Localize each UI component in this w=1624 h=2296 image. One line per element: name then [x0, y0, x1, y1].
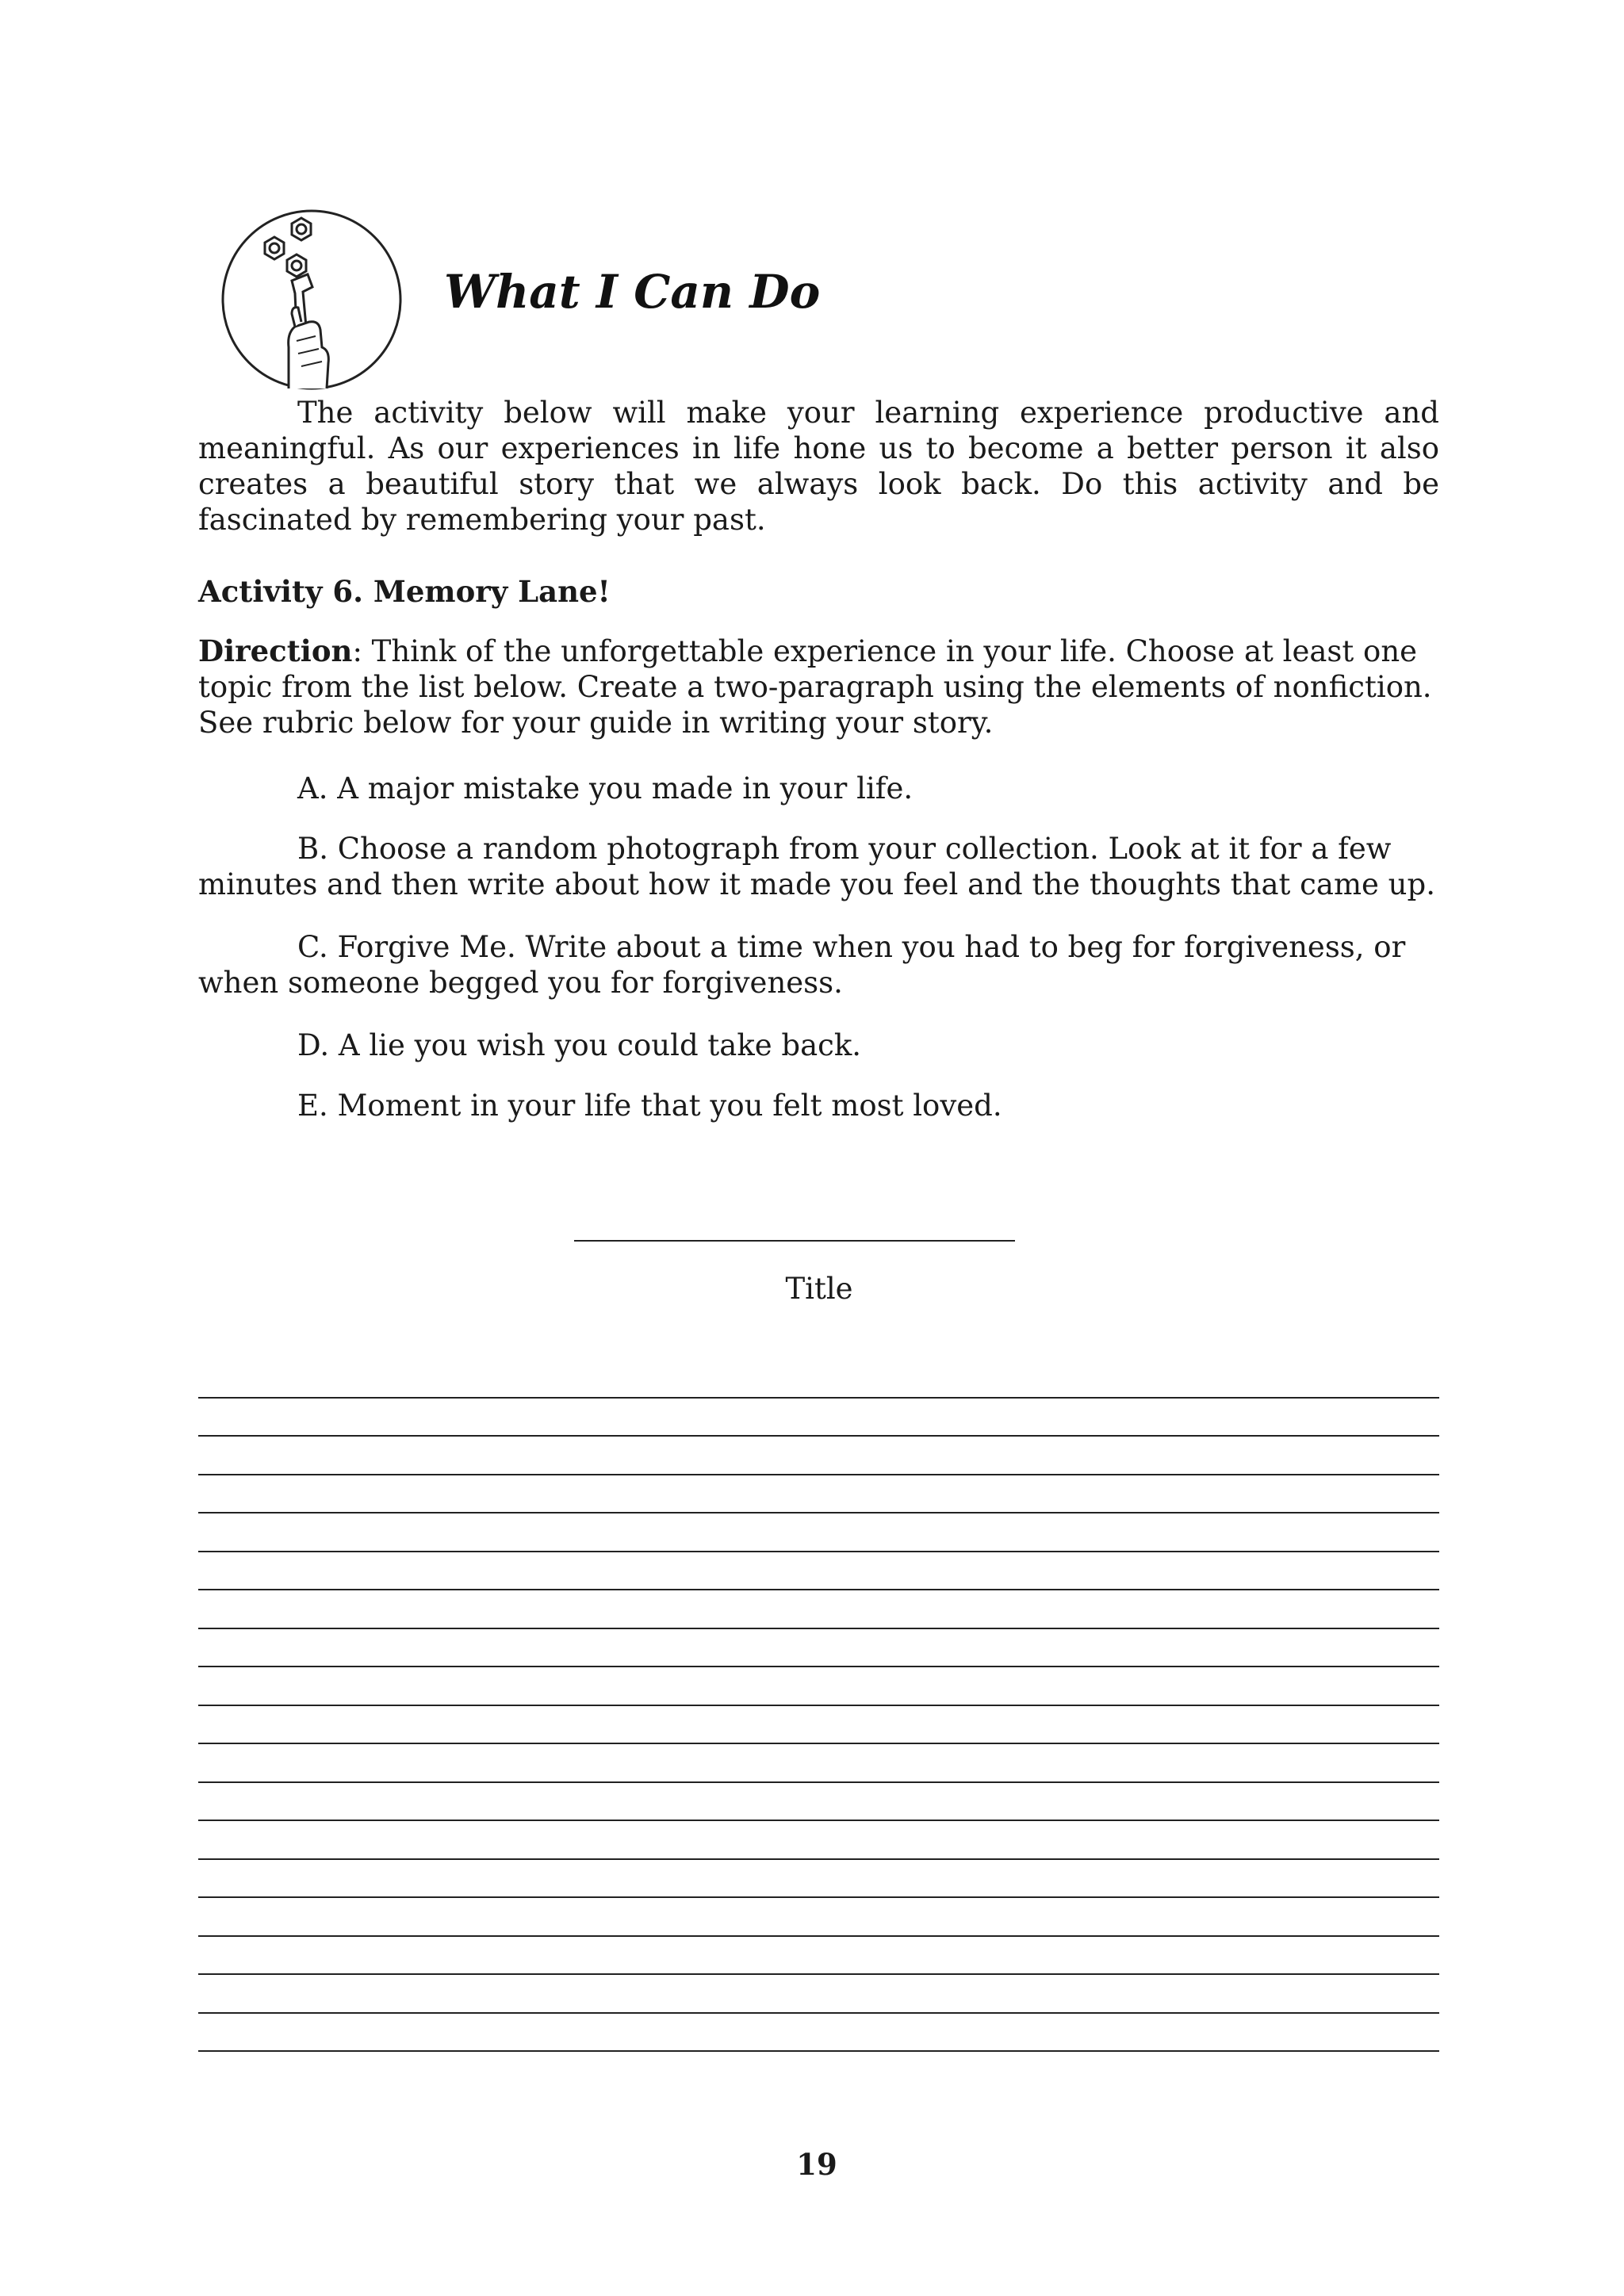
writing-line[interactable]	[198, 1399, 1439, 1437]
topic-c: C. Forgive Me. Write about a time when you had to beg for forgiveness, or when someone begged you for forgiveness.	[198, 930, 1406, 1000]
writing-line[interactable]	[198, 1513, 1439, 1552]
page-number: 19	[796, 2147, 837, 2182]
writing-line[interactable]	[198, 1629, 1439, 1668]
direction-label: Direction	[198, 633, 353, 668]
writing-line[interactable]	[198, 1937, 1439, 1976]
intro-paragraph: The activity below will make your learning experience productive and meaningful. As our experiences in life hone us to become a better person it also creates a beautiful story that we always look back. Do this activity and be fascinated by remembering your past.	[198, 396, 1439, 537]
direction-paragraph	[198, 633, 1439, 740]
direction-text: : Think of the unforgettable experience in your life. Choose at least one topic from the list below. Create a two-paragraph using the elements of nonfiction. See rubric below for your guide in writing your story.	[198, 634, 1432, 740]
topic-b: B. Choose a random photograph from your collection. Look at it for a few minutes and then write about how it made you feel and the thoughts that came up.	[198, 832, 1435, 901]
writing-line[interactable]	[198, 1360, 1439, 1399]
writing-line[interactable]	[198, 1975, 1439, 2014]
topic-d: D. A lie you wish you could take back.	[297, 1028, 862, 1062]
writing-line[interactable]	[198, 1706, 1439, 1745]
writing-line[interactable]	[198, 1744, 1439, 1783]
writing-line[interactable]	[198, 1667, 1439, 1706]
writing-line[interactable]	[198, 1552, 1439, 1591]
activity-title: Activity 6. Memory Lane!	[198, 574, 611, 609]
wrench-hand-icon	[219, 208, 404, 392]
writing-line[interactable]	[198, 1898, 1439, 1937]
topic-a: A. A major mistake you made in your life.	[297, 771, 914, 806]
title-blank-line[interactable]	[574, 1240, 1015, 1242]
writing-line[interactable]	[198, 1821, 1439, 1860]
writing-line[interactable]	[198, 1437, 1439, 1475]
writing-line[interactable]	[198, 1783, 1439, 1822]
section-title: What I Can Do	[444, 265, 821, 319]
writing-line[interactable]	[198, 2014, 1439, 2053]
title-label: Title	[785, 1272, 853, 1306]
topic-e: E. Moment in your life that you felt most loved.	[297, 1089, 1002, 1123]
writing-line[interactable]	[198, 1590, 1439, 1629]
writing-lines	[198, 1360, 1439, 2052]
writing-line[interactable]	[198, 1475, 1439, 1514]
writing-line[interactable]	[198, 1860, 1439, 1899]
